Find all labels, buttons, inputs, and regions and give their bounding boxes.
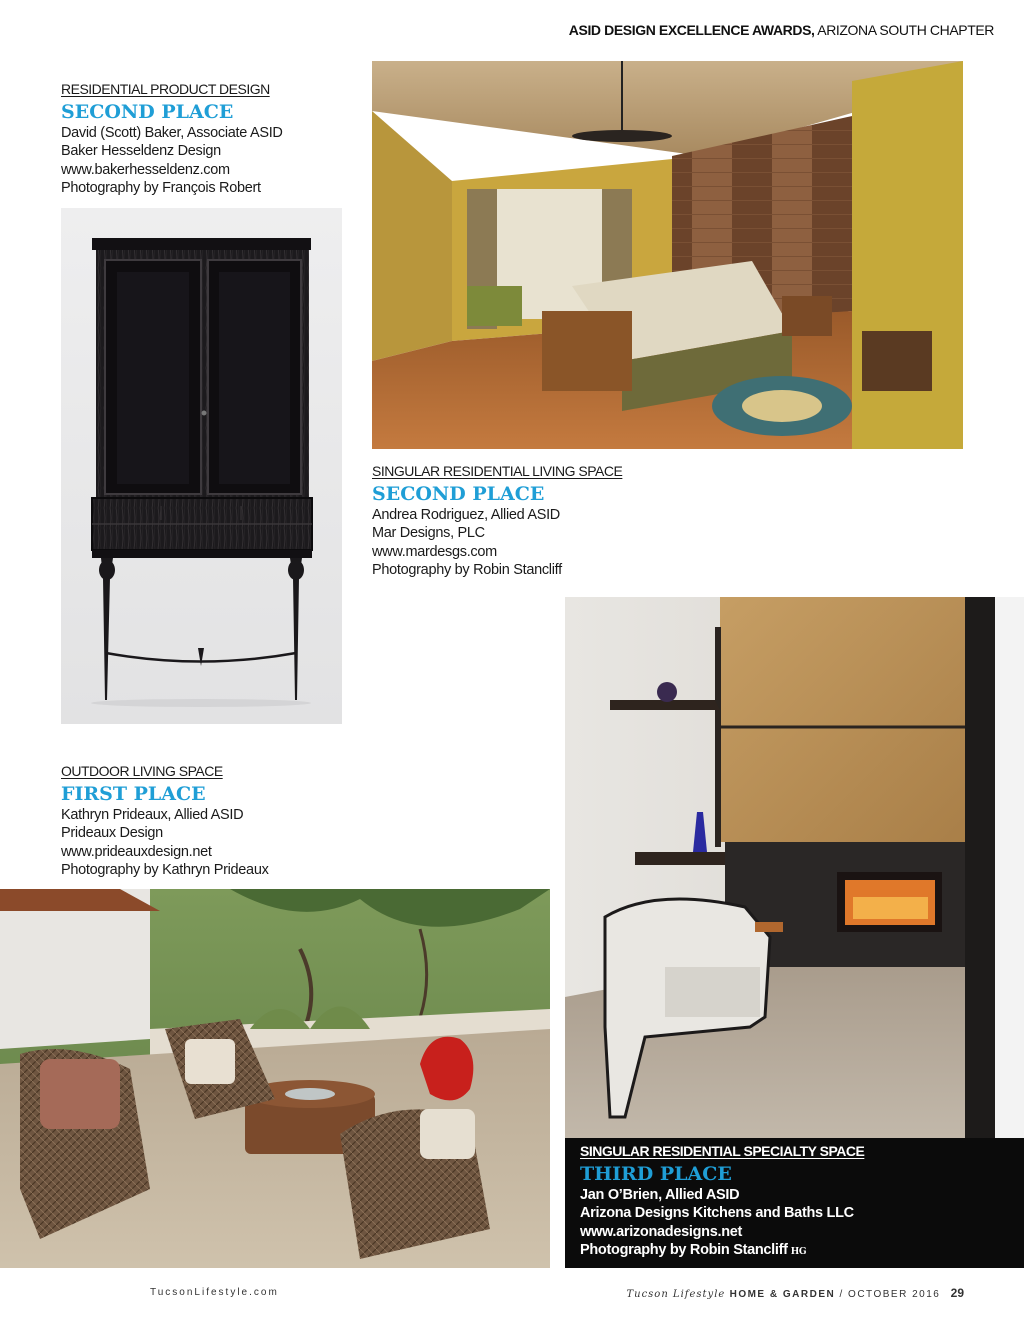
award-place: SECOND PLACE xyxy=(372,482,545,505)
award-category: RESIDENTIAL PRODUCT DESIGN xyxy=(61,81,270,97)
bedroom-illustration xyxy=(372,61,963,449)
cabinet-illustration xyxy=(61,208,342,724)
footer-folio xyxy=(626,1286,964,1300)
header-title: ASID DESIGN EXCELLENCE AWARDS, xyxy=(568,22,815,38)
award-firm: Arizona Designs Kitchens and Baths LLC xyxy=(580,1205,854,1221)
fireplace-illustration xyxy=(565,597,1024,1138)
footer-magazine: Tucson Lifestyle xyxy=(626,1289,726,1300)
award-firm: Mar Designs, PLC xyxy=(372,525,485,541)
award-firm: Baker Hesseldenz Design xyxy=(61,143,221,159)
award-photo-credit: Photography by Robin Stancliff xyxy=(580,1242,788,1258)
award-website[interactable]: www.mardesgs.com xyxy=(372,543,497,560)
award-singular-living-space xyxy=(372,462,692,580)
award-designer: Andrea Rodriguez, Allied ASID xyxy=(372,506,560,523)
end-mark: HG xyxy=(790,1247,807,1257)
award-designer: Jan O’Brien, Allied ASID xyxy=(580,1186,740,1203)
award-firm: Prideaux Design xyxy=(61,825,163,841)
bedroom-photo xyxy=(372,61,963,449)
patio-photo xyxy=(0,889,550,1268)
award-designer: David (Scott) Baker, Associate ASID xyxy=(61,124,283,141)
award-outdoor-living xyxy=(61,762,381,880)
footer-issue: / OCTOBER 2016 xyxy=(839,1289,941,1300)
page-header xyxy=(569,22,994,38)
award-website[interactable]: www.arizonadesigns.net xyxy=(580,1223,743,1240)
cabinet-photo xyxy=(61,208,342,724)
patio-illustration xyxy=(0,889,550,1268)
award-designer: Kathryn Prideaux, Allied ASID xyxy=(61,806,244,823)
award-category: SINGULAR RESIDENTIAL LIVING SPACE xyxy=(372,463,623,479)
page-number: 29 xyxy=(950,1286,964,1300)
award-photo-credit: Photography by Robin Stancliff xyxy=(372,562,562,578)
award-specialty-space xyxy=(580,1142,1010,1262)
award-place: SECOND PLACE xyxy=(61,100,234,123)
award-photo-credit-line xyxy=(580,1241,1010,1262)
award-place: THIRD PLACE xyxy=(580,1162,732,1185)
award-website[interactable]: www.bakerhesseldenz.com xyxy=(61,161,230,178)
award-photo-credit: Photography by Kathryn Prideaux xyxy=(61,862,269,878)
award-website[interactable]: www.prideauxdesign.net xyxy=(61,843,212,860)
award-photo-credit: Photography by François Robert xyxy=(61,180,261,196)
award-residential-product xyxy=(61,80,361,198)
footer-website[interactable]: TucsonLifestyle.com xyxy=(150,1287,279,1298)
award-category: SINGULAR RESIDENTIAL SPECIALTY SPACE xyxy=(580,1143,865,1159)
award-category: OUTDOOR LIVING SPACE xyxy=(61,763,223,779)
footer-section: HOME & GARDEN xyxy=(729,1289,836,1300)
header-chapter: ARIZONA SOUTH CHAPTER xyxy=(817,22,994,38)
award-place: FIRST PLACE xyxy=(61,782,206,805)
